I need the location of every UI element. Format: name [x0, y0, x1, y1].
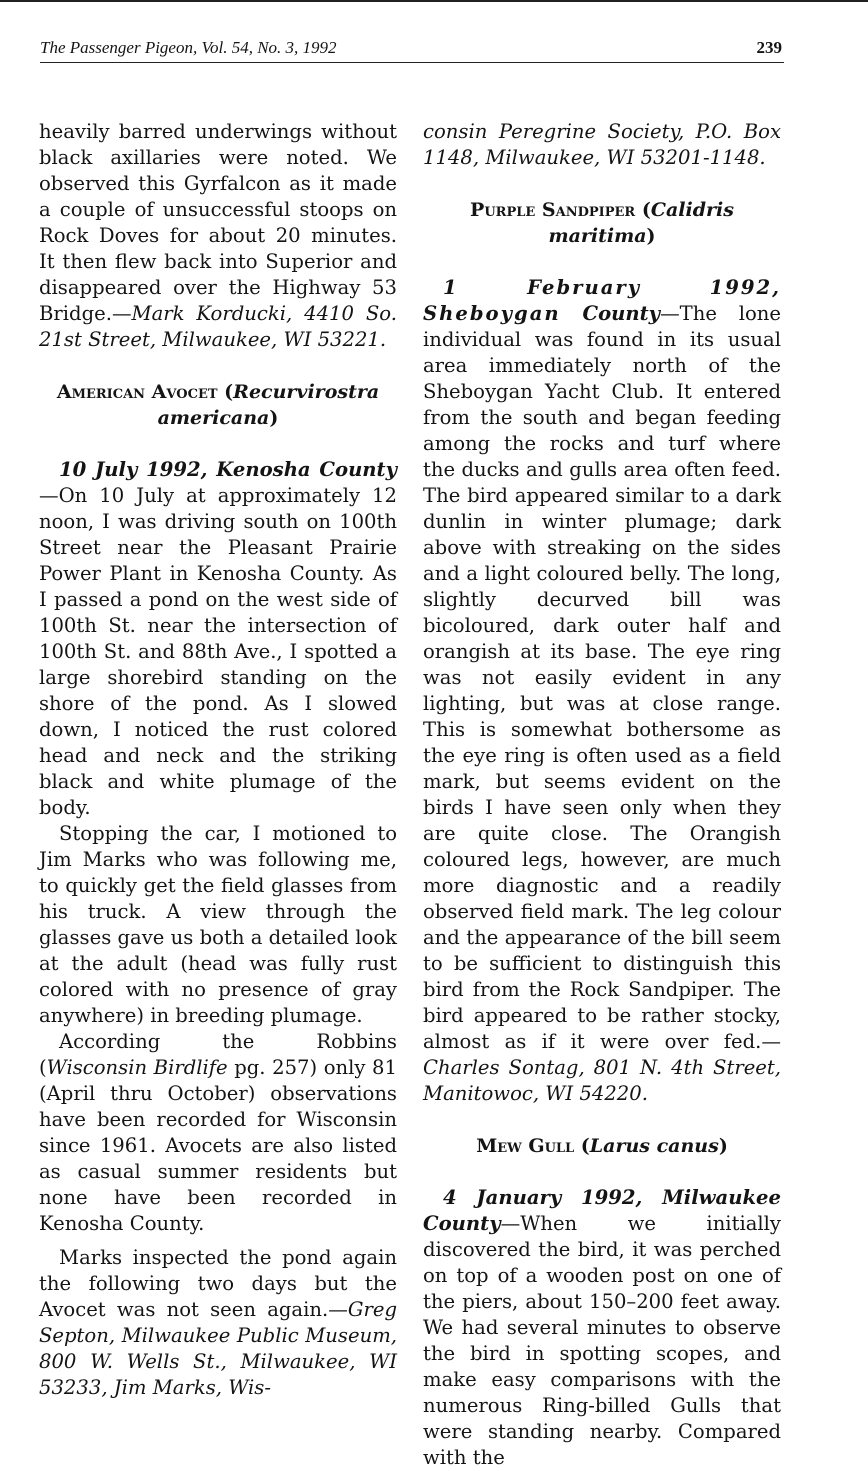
right-column: [423, 119, 781, 1471]
running-head: [40, 36, 784, 63]
gyrfalcon-text: heavily barred underwings without black axillaries were noted. We observed this Gyrfalcon as it made a couple of unsuccessful stoops on Rock Doves for about 20 minutes. It then flew back into Superior and disappeared over the Highway 53 Bridge.—: [39, 120, 397, 325]
author-continued: [423, 119, 781, 171]
sandpiper-text: —The lone individual was found in its usual area immediately north of the Sheboygan Yacht Club. It entered from the south and began feeding among the rocks and turf where the ducks and gulls area often feed. The bird appeared similar to a dark dunlin in winter plumage; dark above with streaking on the sides and a light coloured belly. The long, slightly decurved bill was bicoloured, dark outer half and orangish at its base. The eye ring was not easily evident in any lighting, but was at close range. This is somewhat bothersome as the eye ring is often used as a field mark, but seems evident on the birds I have seen only when they are quite close. The Orangish coloured legs, however, are much more diagnostic and a readily observed field mark. The leg colour and the appearance of the bill seem to be sufficient to distinguish this bird from the Rock Sandpiper. The bird appeared to be rather stocky, almost as if it were over fed.—: [423, 302, 782, 1053]
avocet-text-1: —On 10 July at approximately 12 noon, I was driving south on 100th Street near the Pleasant Prairie Power Plant in Kenosha County. As I passed a pond on the west side of 100th St. near the intersection of 100th St. and 88th Ave., I spotted a large shorebird standing on the shore of the pond. As I slowed down, I noticed the rust colored head and neck and the striking black and white plumage of the body.: [39, 484, 397, 819]
sandpiper-date: 1 February 1992, Sheboygan: [423, 276, 781, 325]
sandpiper-common-name: Purple Sandpiper: [470, 199, 636, 221]
avocet-genus: Recurvirostra: [233, 381, 380, 403]
sandpiper-county: County: [582, 302, 661, 325]
avocet-paragraph-1: [39, 457, 397, 821]
sandpiper-species: maritima: [548, 225, 647, 247]
avocet-text-4: Marks inspected the pond again the following two days but the Avocet was not seen again.—: [39, 1246, 397, 1321]
gull-heading: Mew Gull (Larus canus): [476, 1135, 728, 1157]
gyrfalcon-author: Mark Korducki, 4410 So. 21st Street, Milwaukee, WI 53221.: [39, 302, 397, 351]
sandpiper-paragraph: [423, 275, 781, 1107]
avocet-author: Greg Septon, Milwaukee Public Museum, 800 W. Wells St., Milwaukee, WI 53233, Jim Marks, Wis-: [39, 1298, 397, 1399]
avocet-species: americana: [157, 407, 270, 429]
avocet-common-name: American Avocet: [56, 381, 218, 403]
left-column: [39, 119, 397, 1401]
gull-date: 4 January 1992, Milwaukee County: [423, 1186, 781, 1235]
gull-text: —When we initially discovered the bird, it was perched on top of a wooden post on one of the piers, about 150–200 feet away. We had several minutes to observe the bird in spotting scopes, and make easy comparisons with the numerous Ring-billed Gulls that were standing nearby. Compared with the: [423, 1212, 781, 1469]
avocet-heading: American Avocet (Recurvirostra americana): [56, 381, 380, 429]
gull-paragraph: [423, 1185, 781, 1471]
gull-latin: Larus canus: [589, 1135, 719, 1157]
top-rule: [0, 0, 868, 2]
page-number: 239: [756, 38, 782, 57]
journal-title: The Passenger Pigeon, Vol. 54, No. 3, 1992: [40, 38, 337, 57]
book-title: Wisconsin Birdlife: [46, 1056, 228, 1079]
avocet-paragraph-3: [39, 1029, 397, 1237]
avocet-paragraph-2: Stopping the car, I motioned to Jim Marks who was following me, to quickly get the field glasses from his truck. A view through the glasses gave us both a detailed look at the adult (head was fully rust colored with no presence of gray anywhere) in breeding plumage.: [39, 822, 397, 1027]
sandpiper-genus: Calidris: [650, 199, 734, 221]
avocet-text-3b: pg. 257) only 81 (April thru October) observations have been recorded for Wisconsin since 1961. Avocets are also listed as casual summer residents but none have been recorded in Kenosha County.: [39, 1056, 397, 1235]
avocet-paragraph-4: [39, 1245, 397, 1401]
avocet-text-3a: According the Robbins (: [39, 1030, 397, 1079]
gull-common-name: Mew Gull: [476, 1135, 575, 1157]
gyrfalcon-paragraph: [39, 119, 397, 353]
sandpiper-heading: Purple Sandpiper (Calidris maritima): [470, 199, 734, 247]
sandpiper-author: Charles Sontag, 801 N. 4th Street, Manitowoc, WI 54220.: [423, 1056, 781, 1105]
author-continued-text: consin Peregrine Society, P.O. Box 1148, Milwaukee, WI 53201-1148.: [423, 120, 781, 169]
avocet-date: 10 July 1992, Kenosha County: [59, 458, 397, 481]
